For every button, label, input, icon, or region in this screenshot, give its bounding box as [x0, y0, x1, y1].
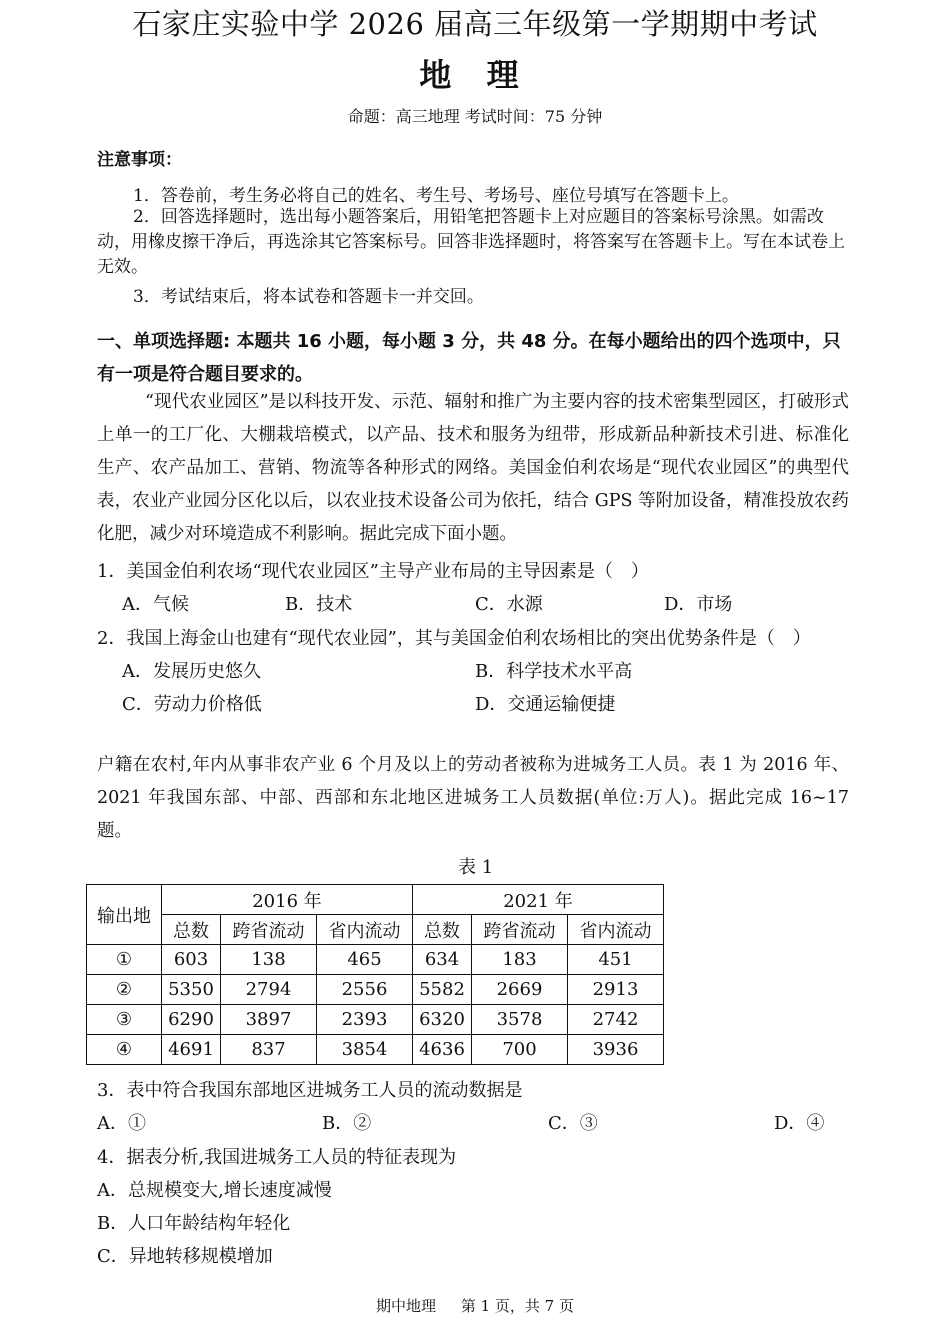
- table-cell: 3897: [221, 1005, 317, 1035]
- table-cell: 700: [472, 1035, 568, 1065]
- table-row: [87, 1005, 664, 1035]
- table-corner-header: 输出地: [87, 885, 162, 945]
- passage-1: “现代农业园区”是以科技开发、示范、辐射和推广为主要内容的技术密集型园区，打破形式上单一的工厂化、大棚栽培模式，以产品、技术和服务为纽带，形成新品种新技术引进、标准化生产、农产品加工、营销、物流等各种形式的网络。美国金伯利农场是“现代农业园区”的典型代表，农业产业园分区化以后，以农业技术设备公司为依托，结合 GPS 等附加设备，精准投放农药化肥，减少对环境造成不利影响。据此完成下面小题。: [97, 392, 849, 544]
- notice-item-1: 1．答卷前，考生务必将自己的姓名、考生号、考场号、座位号填写在答题卡上。: [133, 186, 739, 206]
- question-1-stem: 1．美国金伯利农场“现代农业园区”主导产业布局的主导因素是（ ）: [97, 561, 649, 582]
- table-cell: 603: [162, 945, 221, 975]
- passage-2: 户籍在农村,年内从事非农产业 6 个月及以上的劳动者被称为进城务工人员。表 1 为 2016 年、2021 年我国东部、中部、西部和东北地区进城务工人员数据(单位:万人)。据此完成 16~17 题。: [97, 755, 849, 841]
- question-2-option-b: B．科学技术水平高: [475, 661, 633, 682]
- table-cell: ④: [87, 1035, 162, 1065]
- table-cell: 6320: [413, 1005, 472, 1035]
- table-subheader: 省内流动: [568, 915, 664, 945]
- table-cell: 2393: [317, 1005, 413, 1035]
- question-2-option-d: D．交通运输便捷: [475, 694, 616, 715]
- table-subheader-row: [87, 915, 664, 945]
- migrant-workers-table: [86, 884, 664, 1065]
- table-subheader: 省内流动: [317, 915, 413, 945]
- question-4-option-b: B．人口年龄结构年轻化: [97, 1213, 291, 1234]
- question-3-option-a: A．①: [97, 1113, 146, 1134]
- question-1-option-a: A．气候: [122, 594, 189, 615]
- table-row: [87, 975, 664, 1005]
- table-row: [87, 945, 664, 975]
- table-header-row: [87, 885, 664, 915]
- table-cell: 634: [413, 945, 472, 975]
- exam-title: 石家庄实验中学 2026 届高三年级第一学期期中考试: [132, 7, 818, 41]
- table-cell: 2913: [568, 975, 664, 1005]
- table-cell: 3854: [317, 1035, 413, 1065]
- table-caption: 表 1: [458, 857, 494, 878]
- section-heading: 一、单项选择题: 本题共 16 小题，每小题 3 分，共 48 分。在每小题给出的四个选项中，只有一项是符合题目要求的。: [97, 331, 841, 385]
- page-footer: [0, 1295, 950, 1316]
- table-subheader: 总数: [162, 915, 221, 945]
- table-cell: 4691: [162, 1035, 221, 1065]
- table-cell: 2794: [221, 975, 317, 1005]
- table-cell: ②: [87, 975, 162, 1005]
- table-year-2021: 2021 年: [413, 885, 664, 915]
- question-1-option-b: B．技术: [285, 594, 353, 615]
- question-2-stem: 2．我国上海金山也建有“现代农业园”，其与美国金伯利农场相比的突出优势条件是（ ）: [97, 628, 811, 649]
- notice-item-3: 3．考试结束后，将本试卷和答题卡一并交回。: [133, 287, 484, 307]
- table-cell: 2556: [317, 975, 413, 1005]
- table-cell: ①: [87, 945, 162, 975]
- footer-subject: 期中地理: [376, 1297, 437, 1315]
- table-cell: 3578: [472, 1005, 568, 1035]
- table-cell: 2669: [472, 975, 568, 1005]
- question-2-option-a: A．发展历史悠久: [122, 661, 261, 682]
- table-cell: 6290: [162, 1005, 221, 1035]
- table-cell: ③: [87, 1005, 162, 1035]
- question-4-option-c: C．异地转移规模增加: [97, 1246, 273, 1267]
- table-cell: 465: [317, 945, 413, 975]
- question-3-option-c: C．③: [548, 1113, 598, 1134]
- notice-item-2: 2．回答选择题时，选出每小题答案后，用铅笔把答题卡上对应题目的答案标号涂黑。如需改动，用橡皮擦干净后，再选涂其它答案标号。回答非选择题时，将答案写在答题卡上。写在本试卷上无效。: [97, 207, 845, 277]
- table-cell: 451: [568, 945, 664, 975]
- table-cell: 5582: [413, 975, 472, 1005]
- table-year-2016: 2016 年: [162, 885, 413, 915]
- table-cell: 138: [221, 945, 317, 975]
- table-cell: 4636: [413, 1035, 472, 1065]
- table-row: [87, 1035, 664, 1065]
- table-cell: 183: [472, 945, 568, 975]
- question-4-stem: 4．据表分析,我国进城务工人员的特征表现为: [97, 1147, 457, 1168]
- notice-heading: 注意事项：: [97, 150, 182, 170]
- table-cell: 2742: [568, 1005, 664, 1035]
- table-subheader: 总数: [413, 915, 472, 945]
- question-3-option-b: B．②: [322, 1113, 372, 1134]
- subject-title: 地 理: [419, 56, 531, 94]
- question-1-option-c: C．水源: [475, 594, 543, 615]
- question-4-option-a: A．总规模变大,增长速度减慢: [97, 1180, 332, 1201]
- table-cell: 5350: [162, 975, 221, 1005]
- question-3-option-d: D．④: [774, 1113, 825, 1134]
- table-cell: 837: [221, 1035, 317, 1065]
- table-cell: 3936: [568, 1035, 664, 1065]
- exam-meta: 命题：高三地理 考试时间：75 分钟: [347, 107, 603, 126]
- footer-page-number: 第 1 页，共 7 页: [460, 1297, 574, 1315]
- table-subheader: 跨省流动: [221, 915, 317, 945]
- question-3-stem: 3．表中符合我国东部地区进城务工人员的流动数据是: [97, 1080, 523, 1101]
- question-1-option-d: D．市场: [664, 594, 733, 615]
- question-2-option-c: C．劳动力价格低: [122, 694, 262, 715]
- table-subheader: 跨省流动: [472, 915, 568, 945]
